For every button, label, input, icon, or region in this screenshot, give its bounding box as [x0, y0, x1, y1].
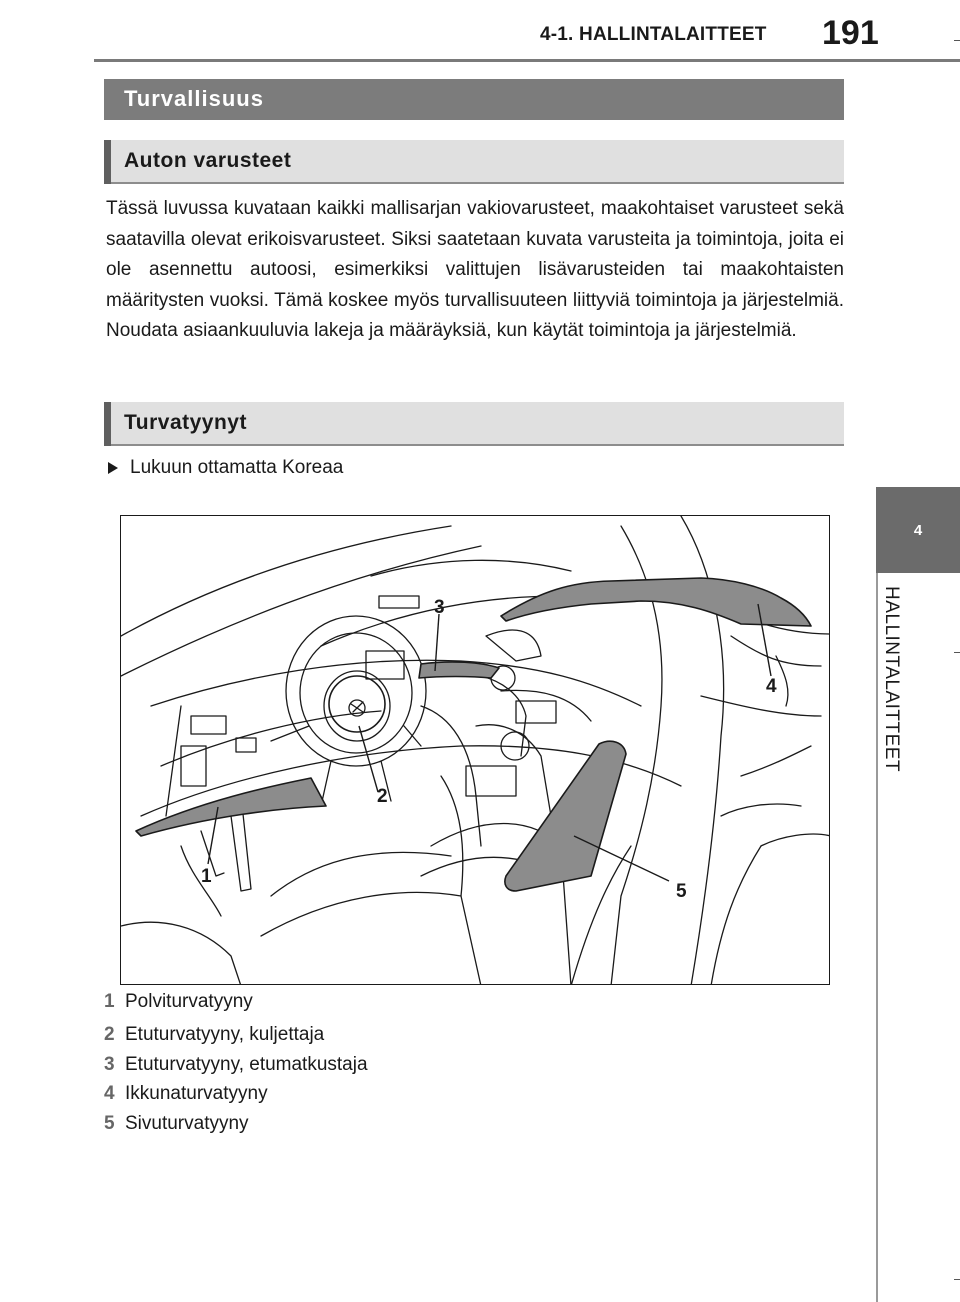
legend-label: Etuturvatyyny, etumatkustaja — [125, 1053, 368, 1075]
legend-item — [104, 1050, 368, 1080]
subheading-airbags: Turvatyynyt — [104, 402, 844, 446]
legend-label: Ikkunaturvatyyny — [125, 1083, 268, 1105]
section-title: 4-1. HALLINTALAITTEET — [540, 24, 767, 45]
legend-number: 4 — [104, 1083, 115, 1105]
legend-item — [104, 987, 368, 1017]
chapter-number: 4 — [913, 521, 923, 539]
legend-item — [104, 1109, 368, 1139]
chapter-rule — [876, 573, 878, 1302]
bullet-item — [104, 457, 343, 479]
chapter-title: HALLINTALAITTEET — [881, 586, 902, 773]
crop-mark — [954, 652, 960, 653]
callout-2: 2 — [377, 786, 388, 807]
legend-number: 2 — [104, 1024, 115, 1046]
passenger-airbag-shape — [419, 662, 499, 678]
subheading-vehicle-equipment: Auton varusteet — [104, 140, 844, 184]
page-number: 191 — [822, 14, 879, 52]
header-rule — [94, 59, 960, 62]
bullet-text: Lukuun ottamatta Koreaa — [130, 457, 344, 478]
legend-number: 1 — [104, 990, 115, 1012]
chapter-tab[interactable] — [876, 487, 960, 573]
callout-4: 4 — [766, 676, 777, 697]
crop-mark — [954, 40, 960, 41]
knee-airbag-shape — [136, 778, 326, 836]
crop-mark — [954, 1279, 960, 1280]
legend-label: Etuturvatyyny, kuljettaja — [125, 1024, 325, 1046]
triangle-bullet-icon — [108, 462, 118, 474]
legend-number: 3 — [104, 1053, 115, 1075]
figure-callouts — [201, 597, 777, 902]
driver-airbag-shape — [329, 676, 385, 732]
section-banner: Turvallisuus — [104, 79, 844, 120]
callout-5: 5 — [676, 881, 687, 902]
legend-item — [104, 1080, 368, 1110]
callout-3: 3 — [434, 597, 445, 618]
legend-label: Polviturvatyyny — [125, 990, 253, 1012]
side-airbag-shape — [505, 741, 626, 891]
legend-item — [104, 1021, 368, 1051]
airbag-figure — [120, 515, 830, 985]
legend-label: Sivuturvatyyny — [125, 1112, 249, 1134]
airbag-legend — [104, 987, 368, 1139]
intro-paragraph: Tässä luvussa kuvataan kaikki mallisarjan vakiovarusteet, maakohtaiset varusteet sekä saatavilla olevat erikoisvarusteet. Siksi saatetaan kuvata varusteita ja toimintoja, joita ei ole asennettu autoosi, esimerkiksi valittujen lisävarusteiden tai maakohtaisten määritysten vuoksi. Tämä koskee myös turvallisuuteen liittyviä toimintoja ja järjestelmiä. Noudata asiaankuuluvia lakeja ja määräyksiä, kun käytät toimintoja ja järjestelmiä. — [106, 198, 844, 341]
callout-1: 1 — [201, 866, 212, 887]
car-interior-illustration — [121, 516, 830, 985]
legend-number: 5 — [104, 1112, 115, 1134]
